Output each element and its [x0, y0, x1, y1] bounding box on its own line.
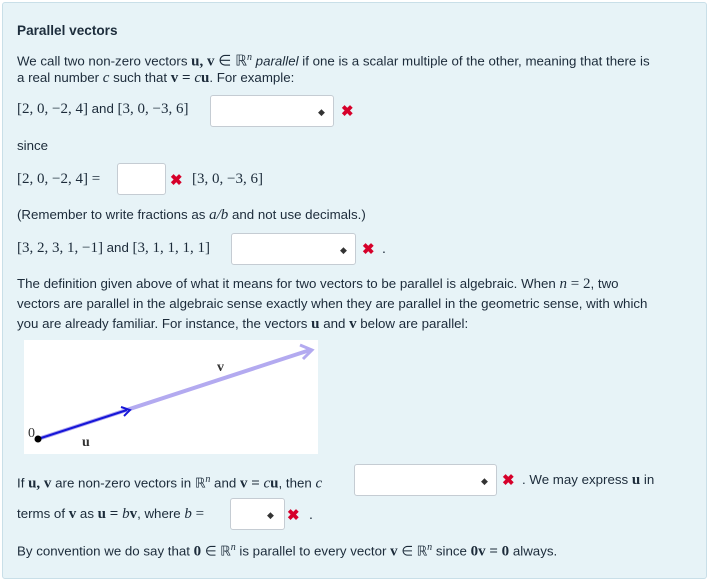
- incorrect-x-icon: ✖: [341, 103, 354, 120]
- origin-dot: [35, 436, 42, 443]
- question-line-2: terms of v as u = bv, where b =: [17, 506, 205, 522]
- example-2-lhs: [2, 0, −2, 4] =: [17, 171, 101, 187]
- para2-line-1: The definition given above of what it means for two vectors to be parallel is algebraic. When n = 2, two: [17, 276, 619, 292]
- incorrect-x-icon: ✖: [170, 172, 183, 189]
- select-caret-icon: ◆: [318, 107, 325, 117]
- question-line-1-end: . We may express u in: [522, 472, 655, 488]
- b-value-select[interactable]: [230, 498, 285, 530]
- example-1-text: [2, 0, −2, 4] and [3, 0, −3, 6]: [17, 101, 189, 117]
- vector-figure: [24, 340, 318, 454]
- incorrect-x-icon: ✖: [362, 241, 375, 258]
- c-relation-select[interactable]: [354, 464, 497, 496]
- label-v: v: [217, 360, 224, 375]
- example-3-text: [3, 2, 3, 1, −1] and [3, 1, 1, 1, 1]: [17, 240, 211, 256]
- example-2-rhs: [3, 0, −3, 6]: [192, 171, 263, 187]
- para2-line-3: you are already familiar. For instance, the vectors u and v below are parallel:: [17, 316, 469, 332]
- para2-line-2: vectors are parallel in the algebraic sense exactly when they are parallel in the geometric sense, with which: [17, 296, 648, 311]
- label-origin: 0: [28, 426, 35, 441]
- select-caret-icon: ◆: [481, 476, 488, 486]
- label-u: u: [82, 435, 90, 450]
- convention-line: By convention we do say that 0 ∈ ℝ$^n$ is parallel to every vector v ∈ ℝ$^n$ since 0v = 0 always.: [17, 542, 558, 560]
- question-line-1: If u, v are non-zero vectors in ℝ$^n$ and v = cu, then c: [17, 474, 323, 492]
- scalar-input[interactable]: [117, 163, 166, 195]
- period: .: [382, 240, 386, 256]
- example-1-select[interactable]: [210, 95, 334, 127]
- since-text: since: [17, 138, 49, 153]
- select-caret-icon: ◆: [267, 510, 274, 520]
- example-3-select[interactable]: [231, 233, 356, 265]
- page-title: Parallel vectors: [17, 23, 118, 38]
- fraction-hint: (Remember to write fractions as a/b and not use decimals.): [17, 207, 366, 223]
- intro-line-2: a real number c such that v = cu. For example:: [17, 70, 295, 86]
- vector-diagram: [24, 340, 318, 454]
- period: .: [309, 506, 313, 522]
- select-caret-icon: ◆: [340, 245, 347, 255]
- incorrect-x-icon: ✖: [287, 507, 300, 524]
- intro-line-1: We call two non-zero vectors u, v ∈ ℝ$^n$ parallel if one is a scalar multiple of the other, meaning that there is: [17, 52, 650, 70]
- incorrect-x-icon: ✖: [502, 472, 515, 489]
